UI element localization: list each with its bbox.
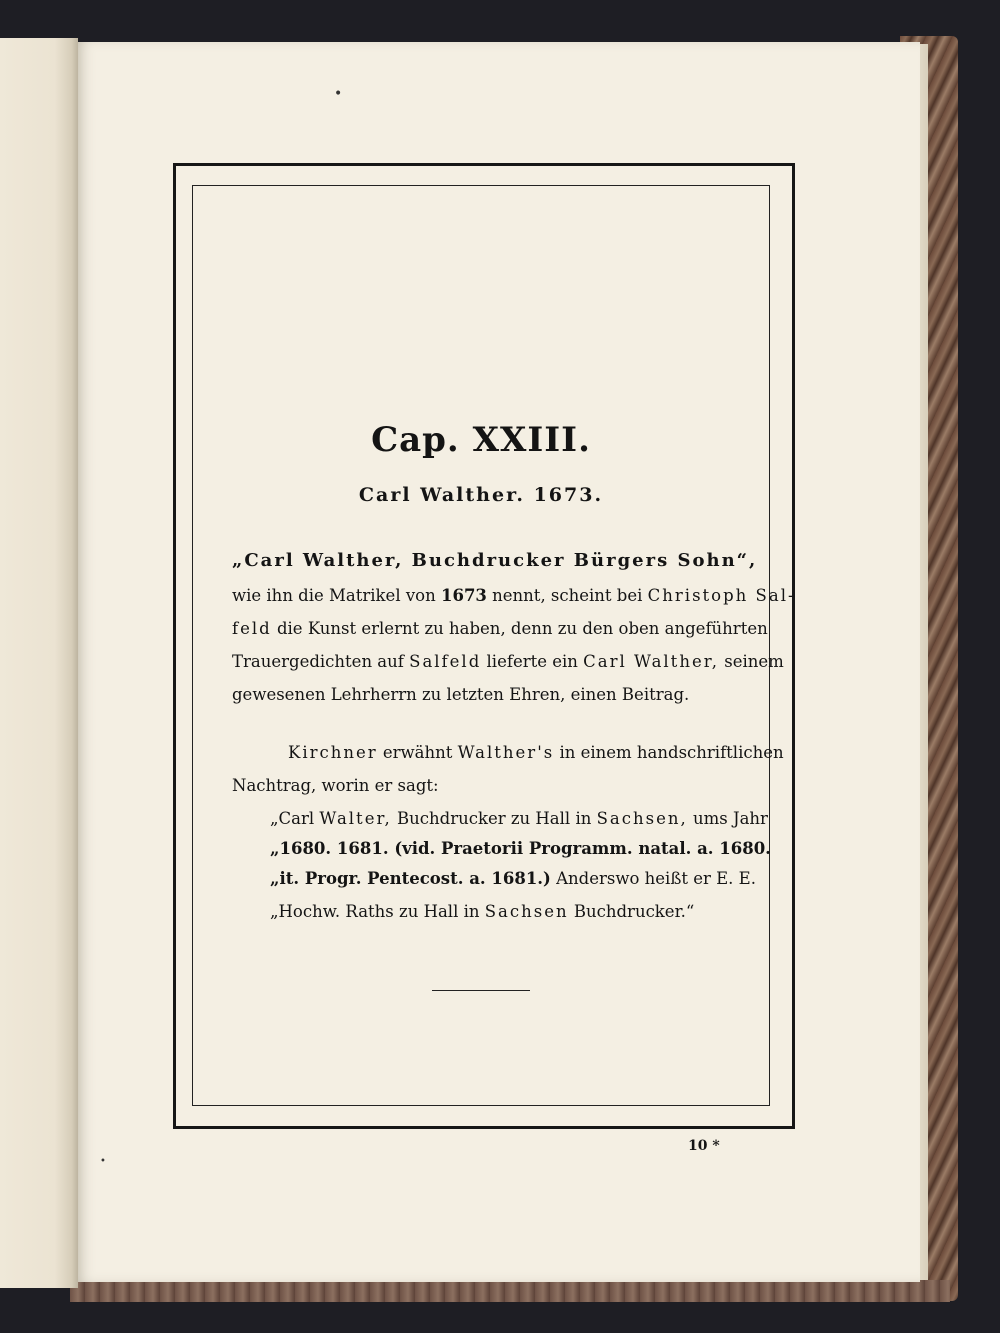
place-name: Sachsen: [484, 902, 569, 921]
quote-line: „1680. 1681. (vid. Praetorii Programm. natal. a. 1680.: [270, 839, 771, 858]
left-page-edge: [0, 38, 78, 1288]
text-run: „Hochw. Raths zu Hall in: [270, 902, 485, 921]
text-run: ums Jahr: [687, 809, 768, 828]
paragraph-line: [288, 737, 784, 769]
text-run: wie ihn die Matrikel von: [232, 586, 441, 605]
paragraph-line: „Carl Walther, Buchdrucker Bürgers Sohn“,: [232, 550, 758, 571]
person-name: Walter,: [319, 809, 392, 828]
text-run: seinem: [719, 652, 784, 671]
year-text: 1673: [440, 586, 487, 605]
ink-spot: •: [334, 86, 343, 102]
person-name: Walther's: [457, 743, 555, 762]
person-name: Christoph Sal-: [647, 586, 796, 605]
place-name: Sachsen,: [596, 809, 688, 828]
paragraph-line: [232, 580, 796, 612]
text-run: die Kunst erlernt zu haben, denn zu den oben angeführten: [271, 619, 768, 638]
text-run: Buchdrucker.“: [568, 902, 695, 921]
text-run: lieferte ein: [481, 652, 584, 671]
person-name: Kirchner: [288, 743, 378, 762]
person-name: Salfeld: [409, 652, 482, 671]
text-run: „it. Progr. Pentecost. a. 1681.): [270, 869, 551, 888]
paragraph-line: gewesenen Lehrherrn zu letzten Ehren, einen Beitrag.: [232, 685, 690, 704]
text-run: in einem handschriftlichen: [554, 743, 784, 762]
section-rule: [432, 990, 530, 991]
text-run: erwähnt: [377, 743, 458, 762]
paragraph-line: Nachtrag, worin er sagt:: [232, 776, 439, 795]
ink-spot: •: [100, 1156, 106, 1167]
quote-line: [270, 896, 730, 928]
book-cover-bottom: [70, 1280, 950, 1302]
chapter-subtitle: Carl Walther. 1673.: [358, 484, 604, 506]
text-run: nennt, scheint bei: [486, 586, 648, 605]
chapter-heading: Cap. XXIII.: [371, 420, 591, 460]
person-name: Carl Walther,: [583, 652, 720, 671]
person-name: feld: [232, 619, 272, 638]
quote-line: [270, 803, 768, 835]
page-number: 10 *: [688, 1138, 720, 1154]
text-run: Buchdrucker zu Hall in: [391, 809, 597, 828]
text-run: Anderswo heißt er E. E.: [550, 869, 756, 888]
text-run: „Carl: [270, 809, 320, 828]
text-run: Trauergedichten auf: [232, 652, 410, 671]
paragraph-line: [232, 613, 768, 645]
quote-line: [270, 863, 756, 895]
paragraph-line: [232, 646, 784, 678]
